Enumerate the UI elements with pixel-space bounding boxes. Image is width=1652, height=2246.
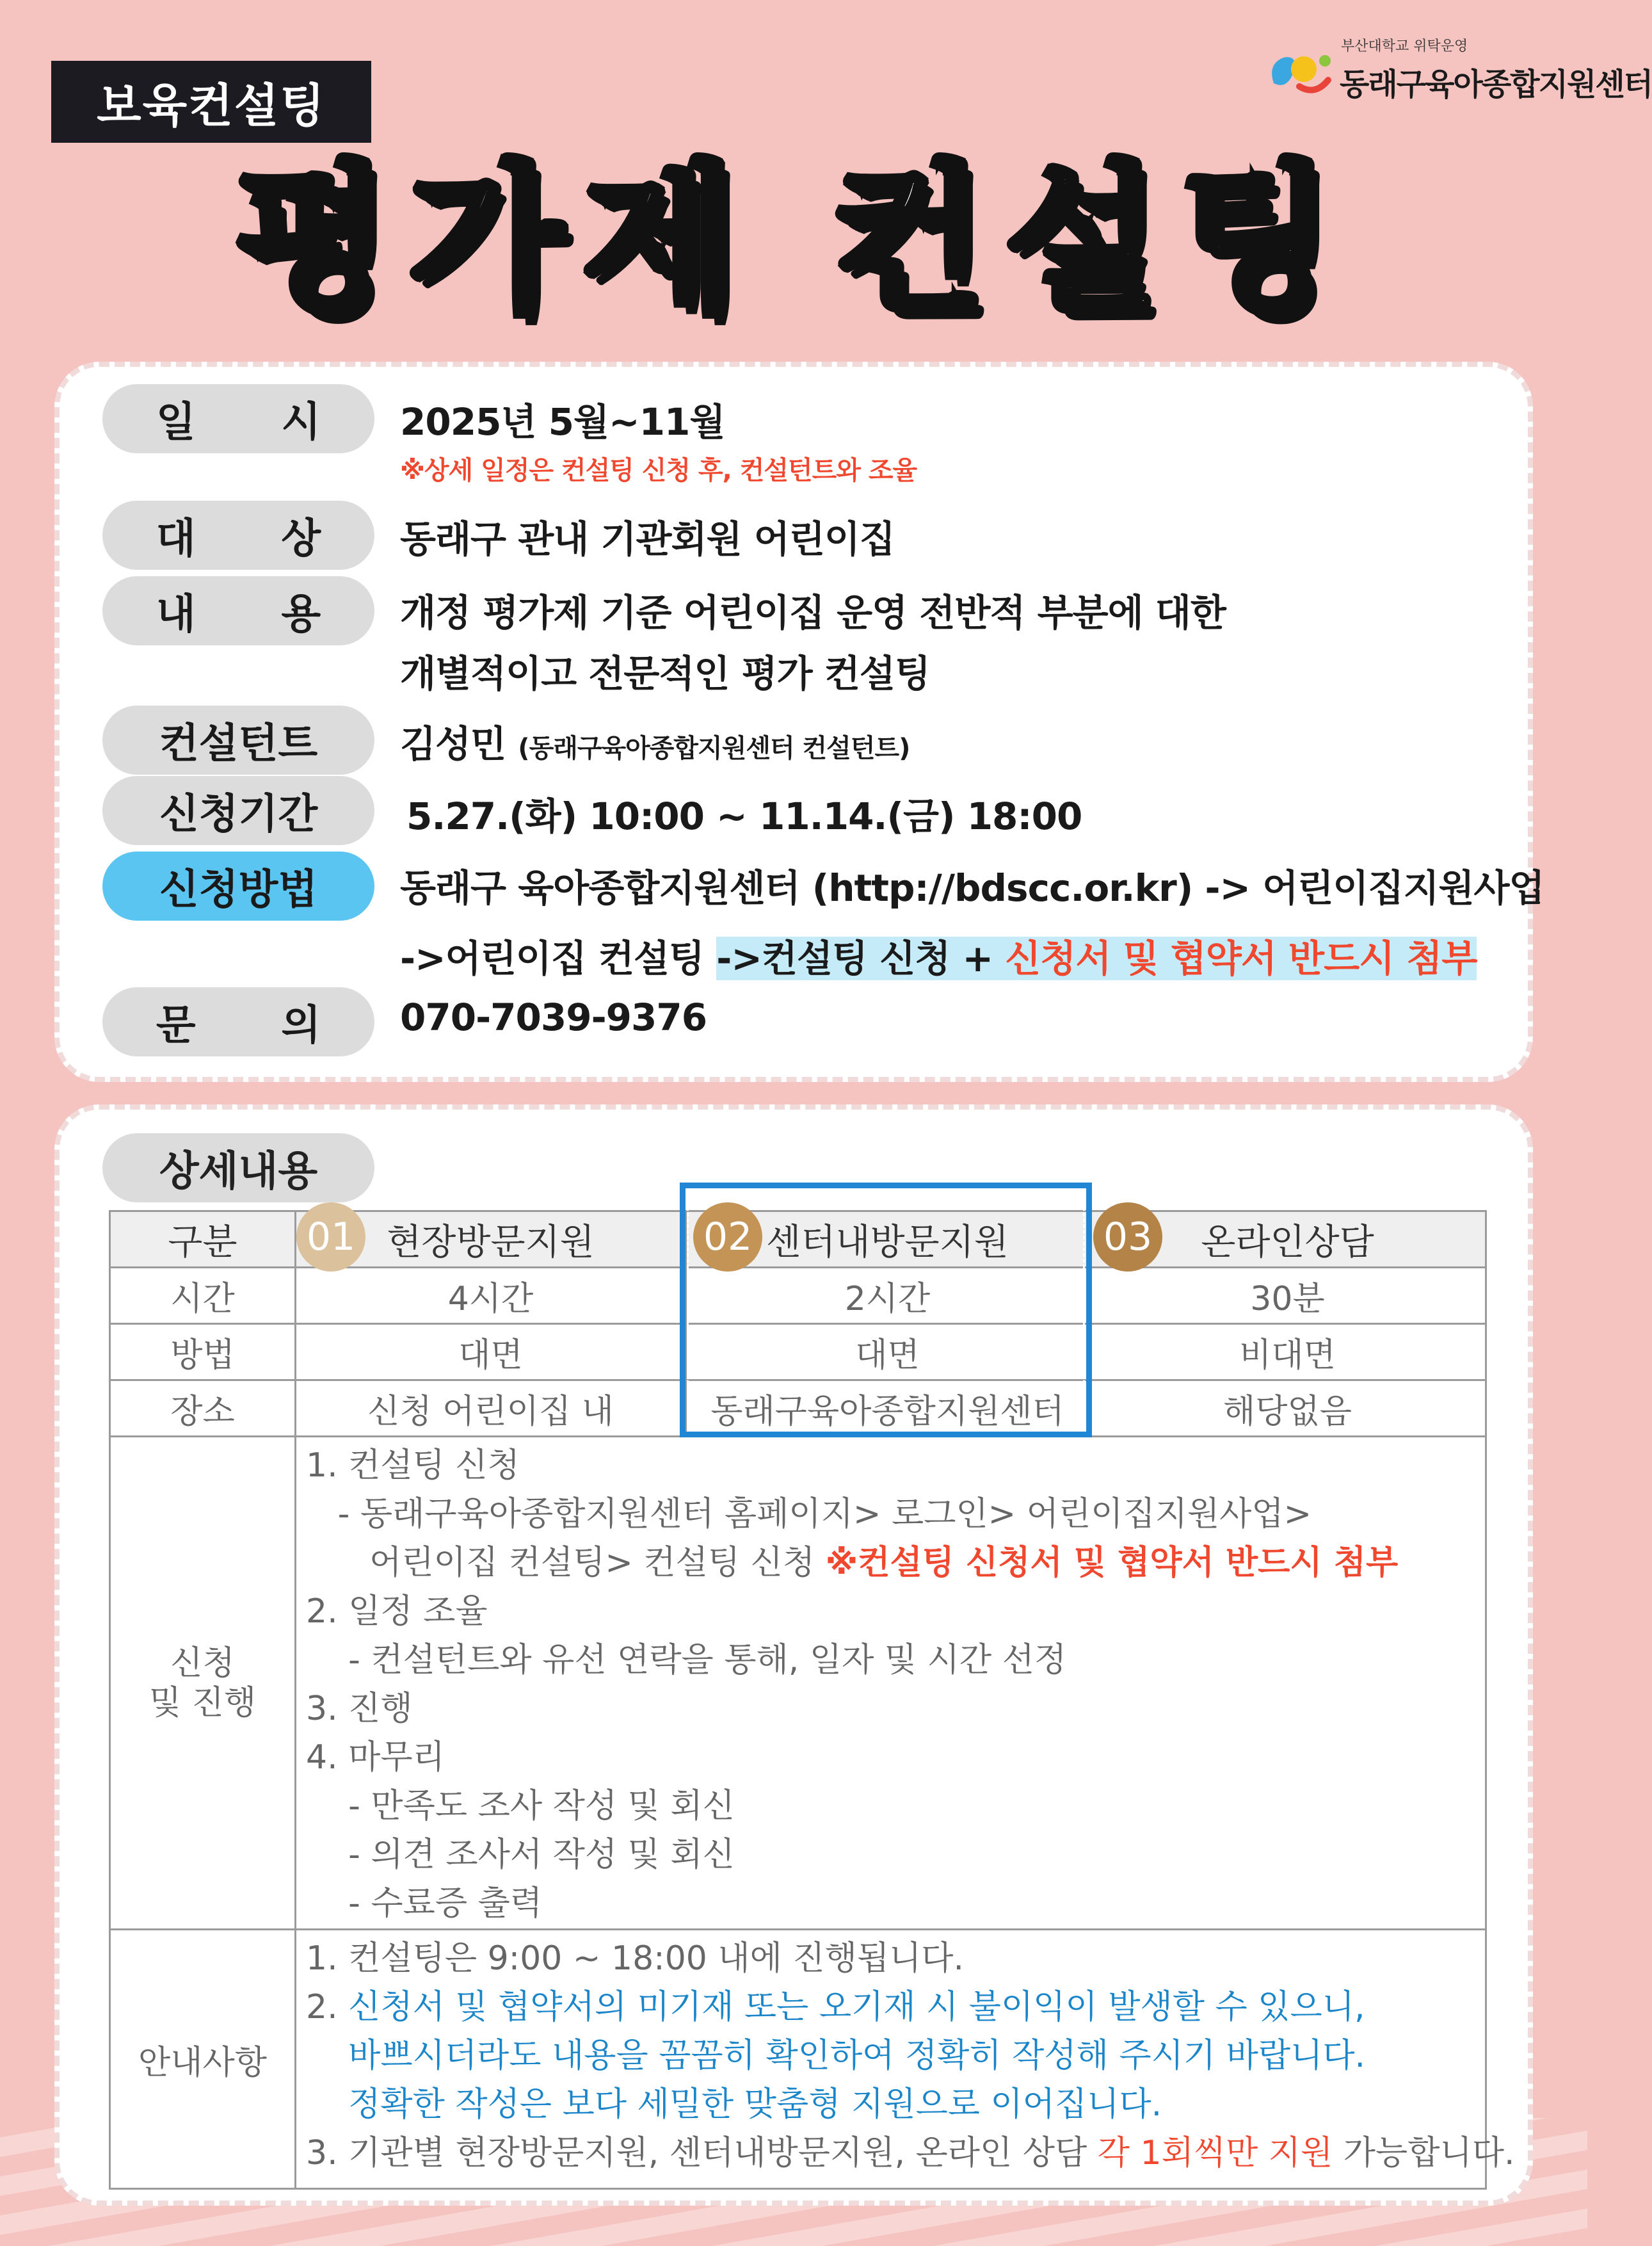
process-line bbox=[306, 1539, 1485, 1587]
contact-value: 070-7039-9376 bbox=[400, 996, 707, 1039]
process-line: 4. 마무리 bbox=[306, 1738, 445, 1777]
logo-subtitle: 부산대학교 위탁운영 bbox=[1341, 38, 1468, 54]
notice-line: 바쁘시더라도 내용을 꼼꼼히 확인하여 정확히 작성해 주시기 바랍니다. bbox=[306, 2037, 1366, 2075]
page-title: 평가제 컨설팅 bbox=[234, 147, 1353, 333]
center-visit-highlight-box bbox=[680, 1183, 1092, 1437]
row-label-method: 방법 bbox=[110, 1324, 296, 1380]
notice-line: 정확한 작성은 보다 세밀한 맞춤형 지원으로 이어집니다. bbox=[306, 2085, 1162, 2124]
consultant-label: 컨설턴트 bbox=[102, 706, 374, 775]
number-badge-02: 02 bbox=[693, 1202, 762, 1272]
process-line: - 의견 조사서 작성 및 회신 bbox=[306, 1836, 735, 1874]
row-label-process: 신청 및 진행 bbox=[110, 1437, 296, 1930]
header-center-label: 센터내방문지원 bbox=[766, 1221, 1009, 1263]
header-online-label: 온라인상담 bbox=[1201, 1221, 1374, 1263]
method-path: ->어린이집 컨설팅 bbox=[400, 937, 717, 980]
category-badge: 보육컨설팅 bbox=[51, 61, 371, 143]
header-onsite-label: 현장방문지원 bbox=[387, 1221, 595, 1263]
logo-name: 동래구육아종합지원센터 bbox=[1340, 67, 1652, 102]
consultant-name: 김성민 bbox=[400, 722, 506, 766]
method-apply: ->컨설팅 신청 + bbox=[716, 937, 1006, 980]
notice-line bbox=[306, 2129, 1515, 2177]
notice-line bbox=[306, 1983, 1485, 2032]
period-value: 5.27.(화) 10:00 ~ 11.14.(금) 18:00 bbox=[406, 795, 1082, 838]
table-row-notice bbox=[110, 1930, 1486, 2189]
logo-icon bbox=[1264, 45, 1335, 99]
detail-label: 상세내용 bbox=[102, 1133, 374, 1202]
row-label-notice: 안내사항 bbox=[110, 1930, 296, 2189]
method-highlight bbox=[716, 937, 1477, 980]
table-cell: 비대면 bbox=[1089, 1324, 1486, 1380]
notice-warning: 신청서 및 협약서의 미기재 또는 오기재 시 불이익이 발생할 수 있으니, bbox=[348, 1988, 1365, 2026]
process-line: - 컨설턴트와 유선 연락을 통해, 일자 및 시간 선정 bbox=[306, 1641, 1067, 1679]
content-label: 내 용 bbox=[102, 576, 374, 645]
table-row-process bbox=[110, 1437, 1486, 1930]
table-cell: 2시간 bbox=[686, 1268, 1089, 1324]
table-cell: 30분 bbox=[1089, 1268, 1486, 1324]
process-line: - 동래구육아종합지원센터 홈페이지> 로그인> 어린이집지원사업> bbox=[306, 1495, 1312, 1533]
header-online bbox=[1089, 1211, 1486, 1268]
target-value: 동래구 관내 기관회원 어린이집 bbox=[400, 517, 895, 561]
row-label-time: 시간 bbox=[110, 1268, 296, 1324]
number-badge-01: 01 bbox=[296, 1202, 365, 1272]
date-value: 2025년 5월~11월 bbox=[400, 400, 725, 444]
process-line: 1. 컨설팅 신청 bbox=[306, 1446, 520, 1485]
method-line-2 bbox=[400, 928, 1477, 982]
notice-limit: 각 1회씩만 지원 bbox=[1097, 2134, 1333, 2172]
method-line-1: 동래구 육아종합지원센터 (http://bdscc.or.kr) -> 어린이집지원사업 bbox=[400, 866, 1544, 910]
date-label: 일 시 bbox=[102, 384, 374, 453]
consultant-value bbox=[400, 714, 910, 768]
table-cell: 신청 어린이집 내 bbox=[296, 1380, 686, 1437]
content-line-2: 개별적이고 전문적인 평가 컨설팅 bbox=[400, 652, 930, 695]
process-attach-note: ※컨설팅 신청서 및 협약서 반드시 첨부 bbox=[825, 1544, 1399, 1582]
notice-number: 2. bbox=[306, 1988, 349, 2026]
process-line: 2. 일정 조율 bbox=[306, 1592, 488, 1631]
table-cell: 대면 bbox=[686, 1324, 1089, 1380]
method-label: 신청방법 bbox=[102, 852, 374, 921]
notice-text: 가능합니다. bbox=[1333, 2134, 1515, 2172]
process-steps bbox=[296, 1437, 1486, 1930]
notice-text: 3. 기관별 현장방문지원, 센터내방문지원, 온라인 상담 bbox=[306, 2134, 1098, 2172]
date-note: ※상세 일정은 컨설팅 신청 후, 컨설턴트와 조율 bbox=[400, 456, 917, 485]
header-category: 구분 bbox=[110, 1211, 296, 1268]
process-line: - 만족도 조사 작성 및 회신 bbox=[306, 1787, 735, 1825]
header-onsite bbox=[296, 1211, 686, 1268]
table-cell: 동래구육아종합지원센터 bbox=[686, 1380, 1089, 1437]
number-badge-03: 03 bbox=[1093, 1202, 1162, 1272]
table-cell: 4시간 bbox=[296, 1268, 686, 1324]
process-line: 3. 진행 bbox=[306, 1690, 413, 1728]
notice-line: 1. 컨설팅은 9:00 ~ 18:00 내에 진행됩니다. bbox=[306, 1939, 965, 1978]
row-label-place: 장소 bbox=[110, 1380, 296, 1437]
method-attach-note: 신청서 및 협약서 반드시 첨부 bbox=[1005, 937, 1477, 980]
contact-label: 문 의 bbox=[102, 987, 374, 1056]
notice-lines bbox=[296, 1930, 1515, 2189]
consultant-role: (동래구육아종합지원센터 컨설턴트) bbox=[518, 734, 910, 763]
table-cell: 해당없음 bbox=[1089, 1380, 1486, 1437]
process-line: - 수료증 출력 bbox=[306, 1884, 543, 1923]
content-line-1: 개정 평가제 기준 어린이집 운영 전반적 부분에 대한 bbox=[400, 591, 1226, 634]
target-label: 대 상 bbox=[102, 501, 374, 570]
table-cell: 대면 bbox=[296, 1324, 686, 1380]
center-logo bbox=[1264, 35, 1652, 106]
period-label: 신청기간 bbox=[102, 776, 374, 845]
process-text: 어린이집 컨설팅> 컨설팅 신청 bbox=[306, 1544, 826, 1582]
